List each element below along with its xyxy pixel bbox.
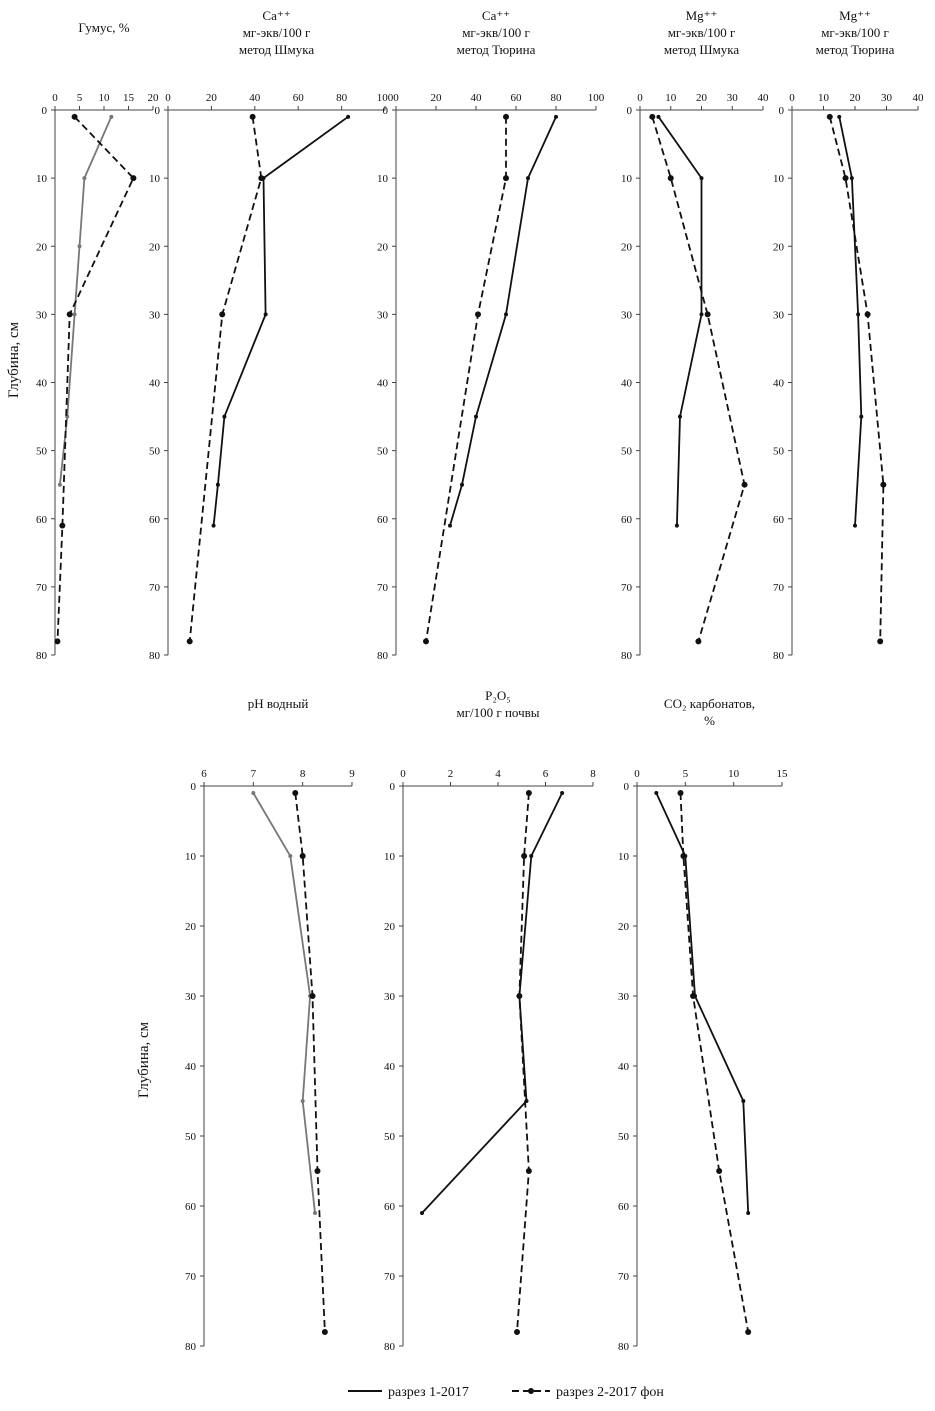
data-point	[554, 115, 558, 119]
data-point	[503, 175, 509, 181]
data-point	[526, 1168, 532, 1174]
y-tick-label: 80	[384, 1341, 395, 1353]
y-tick-label: 20	[621, 241, 632, 254]
y-tick-label: 40	[377, 377, 388, 390]
chart-panel-2	[149, 8, 394, 662]
y-tick-label: 50	[185, 1131, 196, 1143]
data-point	[78, 244, 82, 248]
data-point	[700, 312, 704, 316]
y-tick-label: 40	[621, 377, 632, 390]
chart-panel-3	[377, 8, 605, 662]
x-tick-label: 15	[123, 92, 134, 104]
chart-title-line: Ca⁺⁺	[481, 8, 511, 23]
y-tick-label: 70	[36, 581, 47, 594]
y-tick-label: 80	[149, 650, 160, 662]
data-point	[59, 523, 65, 529]
x-tick-label: 5	[682, 768, 689, 780]
data-point	[301, 1099, 305, 1103]
chart-title-line: метод Шмука	[663, 42, 740, 57]
data-point	[880, 482, 886, 488]
chart-title-line: мг-экв/100 г	[242, 25, 311, 40]
x-tick-label: 0	[789, 92, 795, 104]
y-tick-label: 60	[185, 1201, 196, 1213]
data-point	[216, 483, 220, 487]
x-tick-label: 8	[590, 768, 596, 780]
y-tick-label: 0	[382, 105, 388, 117]
y-tick-label: 20	[377, 241, 388, 254]
data-point	[668, 175, 674, 181]
x-tick-label: 100	[587, 92, 605, 104]
x-tick-label: 0	[637, 92, 643, 104]
data-point	[742, 482, 748, 488]
x-tick-label: 30	[881, 92, 892, 104]
series-line-1	[60, 117, 111, 485]
data-point	[865, 311, 871, 317]
chart-title-line: мг-экв/100 г	[667, 25, 736, 40]
data-point	[258, 175, 264, 181]
legend	[348, 1385, 664, 1400]
y-axis-label: Глубина, см	[6, 321, 22, 399]
data-point	[521, 853, 527, 859]
y-tick-label: 60	[377, 513, 388, 526]
series-line-1	[253, 793, 315, 1213]
y-tick-label: 60	[773, 513, 784, 526]
x-tick-label: 9	[349, 768, 355, 780]
data-point	[313, 1211, 317, 1215]
data-point	[130, 175, 136, 181]
y-tick-label: 60	[36, 513, 47, 526]
data-point	[695, 638, 701, 644]
y-tick-label: 0	[626, 105, 632, 117]
chart-title-line: мг/100 г почвы	[456, 705, 540, 720]
y-tick-label: 10	[149, 173, 160, 186]
x-tick-label: 80	[550, 92, 562, 104]
y-tick-label: 80	[618, 1341, 629, 1353]
chart-title-line: CO₂ карбонатов,	[663, 696, 756, 711]
data-point	[859, 415, 863, 419]
y-tick-label: 60	[149, 513, 160, 526]
series-line-2	[830, 117, 884, 642]
data-point	[746, 1211, 750, 1215]
data-point	[516, 993, 522, 999]
data-point	[300, 853, 306, 859]
chart-title-line: pH водный	[247, 696, 309, 711]
y-tick-label: 70	[773, 581, 784, 594]
y-tick-label: 50	[621, 445, 632, 458]
x-tick-label: 7	[250, 768, 257, 780]
y-tick-label: 30	[621, 309, 632, 322]
y-tick-label: 50	[773, 445, 784, 458]
chart-panel-4	[621, 8, 769, 662]
chart-title-line: метод Шмука	[238, 42, 315, 57]
y-tick-label: 10	[384, 851, 395, 863]
y-tick-label: 0	[389, 781, 395, 793]
data-point	[526, 790, 532, 796]
x-tick-label: 40	[249, 92, 261, 104]
data-point	[109, 115, 113, 119]
y-tick-label: 30	[384, 991, 395, 1003]
y-tick-label: 30	[185, 991, 196, 1003]
chart-title-line: Mg⁺⁺	[839, 8, 871, 23]
chart-title-line: Mg⁺⁺	[685, 8, 718, 23]
legend-label-series2: разрез 2-2017 фон	[556, 1385, 664, 1400]
data-point	[264, 312, 268, 316]
y-tick-label: 40	[773, 377, 784, 390]
data-point	[250, 114, 256, 120]
series-line-1	[659, 117, 702, 526]
data-point	[187, 638, 193, 644]
series-line-2	[652, 117, 744, 642]
y-tick-label: 80	[377, 650, 388, 662]
series-line-1	[422, 793, 562, 1213]
series-line-1	[214, 117, 349, 526]
y-tick-label: 30	[377, 309, 388, 322]
data-point	[420, 1211, 424, 1215]
y-tick-label: 20	[773, 241, 784, 254]
data-point	[67, 311, 73, 317]
x-tick-label: 80	[336, 92, 348, 104]
y-tick-label: 50	[377, 445, 388, 458]
series-line-2	[58, 117, 134, 642]
y-tick-label: 80	[185, 1341, 196, 1353]
data-point	[82, 176, 86, 180]
y-tick-label: 10	[773, 173, 784, 186]
data-point	[837, 115, 841, 119]
x-tick-label: 20	[696, 92, 707, 104]
data-point	[649, 114, 655, 120]
x-tick-label: 6	[542, 768, 549, 780]
x-tick-label: 10	[665, 92, 677, 104]
y-axis-label: Глубина, см	[136, 1021, 152, 1099]
y-tick-label: 10	[377, 173, 388, 186]
data-point	[678, 790, 684, 796]
x-tick-label: 0	[165, 92, 171, 104]
chart-title-line: мг-экв/100 г	[462, 25, 530, 40]
y-tick-label: 60	[384, 1201, 395, 1213]
data-point	[716, 1168, 722, 1174]
data-point	[314, 1168, 320, 1174]
y-tick-label: 40	[185, 1061, 196, 1073]
x-tick-label: 60	[292, 92, 304, 104]
series-line-2	[426, 117, 506, 642]
data-point	[675, 524, 679, 528]
y-tick-label: 70	[618, 1271, 629, 1283]
chart-panel-5	[773, 8, 924, 662]
x-tick-label: 20	[147, 92, 159, 104]
data-point	[690, 993, 696, 999]
y-tick-label: 30	[36, 309, 47, 322]
data-point	[850, 176, 854, 180]
data-point	[474, 415, 478, 419]
y-tick-label: 20	[36, 241, 47, 254]
x-tick-label: 2	[447, 768, 454, 780]
y-tick-label: 10	[621, 173, 632, 186]
chart-title-line: Ca⁺⁺	[262, 8, 291, 23]
x-tick-label: 20	[430, 92, 442, 104]
data-point	[526, 176, 530, 180]
y-tick-label: 40	[384, 1061, 395, 1073]
chart-title-line: P₂O₅	[485, 688, 511, 703]
data-point	[745, 1329, 751, 1335]
legend-marker-series2	[528, 1388, 534, 1394]
y-tick-label: 70	[377, 581, 388, 594]
data-point	[504, 312, 508, 316]
x-tick-label: 10	[818, 92, 829, 104]
data-point	[212, 524, 216, 528]
y-tick-label: 70	[384, 1271, 395, 1283]
y-tick-label: 0	[623, 781, 629, 793]
x-tick-label: 40	[757, 92, 769, 104]
data-point	[460, 483, 464, 487]
y-tick-label: 80	[36, 650, 47, 662]
data-point	[222, 415, 226, 419]
series-line-2	[681, 793, 749, 1332]
y-tick-label: 80	[773, 650, 784, 662]
y-tick-label: 20	[185, 921, 196, 933]
chart-title-line: метод Тюрина	[456, 42, 536, 57]
y-tick-label: 60	[621, 513, 632, 526]
data-point	[560, 791, 564, 795]
data-point	[423, 638, 429, 644]
series-line-1	[450, 117, 556, 526]
y-tick-label: 60	[618, 1201, 629, 1213]
data-point	[322, 1329, 328, 1335]
y-tick-label: 30	[149, 309, 160, 322]
data-point	[346, 115, 350, 119]
data-point	[448, 524, 452, 528]
chart-title-line: метод Тюрина	[815, 42, 895, 57]
data-point	[529, 854, 533, 858]
y-tick-label: 40	[618, 1061, 629, 1073]
y-tick-label: 0	[778, 105, 784, 117]
x-tick-label: 20	[205, 92, 217, 104]
chart-title-line: Гумус, %	[78, 20, 130, 35]
series-line-1	[656, 793, 748, 1213]
data-point	[72, 114, 78, 120]
x-tick-label: 30	[726, 92, 738, 104]
x-tick-label: 10	[98, 92, 110, 104]
data-point	[877, 638, 883, 644]
legend-label-series1: разрез 1-2017	[388, 1385, 469, 1400]
y-tick-label: 30	[773, 309, 784, 322]
charts-layer	[6, 8, 924, 1353]
x-tick-label: 5	[76, 92, 83, 104]
x-tick-label: 0	[52, 92, 58, 104]
data-point	[310, 993, 316, 999]
data-point	[514, 1329, 520, 1335]
x-tick-label: 10	[728, 768, 740, 780]
chart-panel-6	[136, 696, 355, 1353]
y-tick-label: 10	[618, 851, 629, 863]
x-tick-label: 15	[776, 768, 788, 780]
data-point	[251, 791, 255, 795]
x-tick-label: 4	[495, 768, 501, 780]
data-point	[678, 415, 682, 419]
y-tick-label: 70	[621, 581, 632, 594]
data-point	[827, 114, 833, 120]
y-tick-label: 10	[185, 851, 196, 863]
chart-panel-8	[618, 696, 788, 1353]
data-point	[58, 483, 62, 487]
x-tick-label: 40	[470, 92, 482, 104]
x-tick-label: 0	[400, 768, 406, 780]
y-tick-label: 20	[618, 921, 629, 933]
data-point	[219, 311, 225, 317]
data-point	[288, 854, 292, 858]
data-point	[705, 311, 711, 317]
y-tick-label: 0	[154, 105, 160, 117]
x-tick-label: 0	[634, 768, 640, 780]
y-tick-label: 50	[36, 445, 47, 458]
chart-panel-1	[6, 20, 159, 662]
series-line-2	[517, 793, 529, 1332]
data-point	[656, 115, 660, 119]
chart-title-line: мг-экв/100 г	[821, 25, 889, 40]
y-tick-label: 80	[621, 650, 632, 662]
chart-title-line: %	[704, 713, 715, 728]
data-point	[292, 790, 298, 796]
data-point	[680, 853, 686, 859]
data-point	[73, 312, 77, 316]
y-tick-label: 50	[618, 1131, 629, 1143]
y-tick-label: 40	[149, 377, 160, 390]
y-tick-label: 50	[149, 445, 160, 458]
series-line-2	[190, 117, 262, 642]
x-tick-label: 100	[376, 92, 394, 104]
x-tick-label: 60	[510, 92, 522, 104]
x-tick-label: 20	[849, 92, 861, 104]
data-point	[843, 175, 849, 181]
x-tick-label: 40	[912, 92, 924, 104]
y-tick-label: 70	[149, 581, 160, 594]
y-tick-label: 0	[190, 781, 196, 793]
data-point	[654, 791, 658, 795]
y-tick-label: 50	[384, 1131, 395, 1143]
y-tick-label: 20	[149, 241, 160, 254]
y-tick-label: 10	[36, 173, 47, 186]
x-tick-label: 0	[393, 92, 399, 104]
y-tick-label: 20	[384, 921, 395, 933]
data-point	[741, 1099, 745, 1103]
data-point	[700, 176, 704, 180]
data-point	[503, 114, 509, 120]
chart-panel-7	[384, 688, 596, 1353]
y-tick-label: 0	[41, 105, 47, 117]
data-point	[856, 312, 860, 316]
y-tick-label: 30	[618, 991, 629, 1003]
x-tick-label: 8	[299, 768, 306, 780]
data-point	[475, 311, 481, 317]
data-point	[853, 524, 857, 528]
x-tick-label: 6	[201, 768, 207, 780]
y-tick-label: 70	[185, 1271, 196, 1283]
y-tick-label: 40	[36, 377, 47, 390]
data-point	[54, 638, 60, 644]
series-line-2	[295, 793, 325, 1332]
